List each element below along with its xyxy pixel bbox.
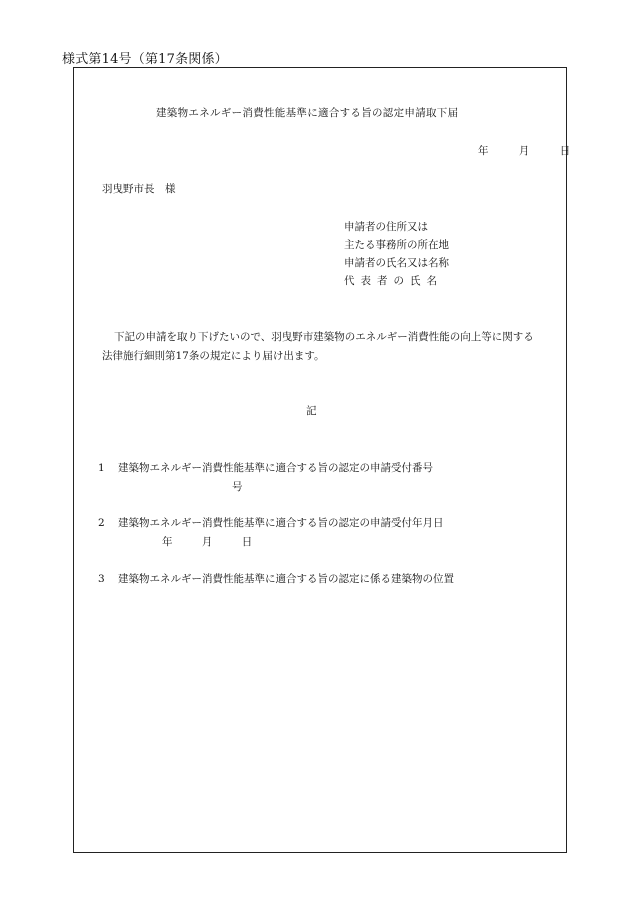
receipt-date-year: 年 bbox=[162, 536, 173, 548]
item-label: 建築物エネルギー消費性能基準に適合する旨の認定に係る建築物の位置 bbox=[118, 573, 454, 585]
item-number: 3 bbox=[98, 573, 105, 585]
receipt-date-month: 月 bbox=[201, 536, 213, 548]
receipt-date bbox=[162, 534, 252, 549]
receipt-number-suffix: 号 bbox=[232, 481, 243, 493]
item-number: 2 bbox=[98, 517, 105, 529]
document-title: 建築物エネルギー消費性能基準に適合する旨の認定申請取下届 bbox=[156, 107, 459, 119]
body-line-1: 下記の申請を取り下げたいので、羽曳野市建築物のエネルギー消費性能の向上等に関する bbox=[114, 331, 534, 343]
body-paragraph bbox=[102, 328, 557, 366]
list-item bbox=[98, 515, 444, 530]
item-number: 1 bbox=[98, 462, 105, 474]
applicant-office-label: 主たる事務所の所在地 bbox=[344, 239, 449, 251]
applicant-fields bbox=[344, 218, 449, 290]
item-label: 建築物エネルギー消費性能基準に適合する旨の認定の申請受付年月日 bbox=[118, 517, 444, 529]
list-item bbox=[98, 571, 454, 586]
item-label: 建築物エネルギー消費性能基準に適合する旨の認定の申請受付番号 bbox=[118, 462, 433, 474]
representative-name-label: 代表者の氏名 bbox=[344, 275, 443, 287]
ki-heading: 記 bbox=[306, 405, 317, 417]
date-year-label: 年 bbox=[478, 145, 489, 157]
list-item bbox=[98, 460, 433, 475]
applicant-address-label: 申請者の住所又は bbox=[344, 221, 428, 233]
applicant-name-label: 申請者の氏名又は名称 bbox=[344, 257, 449, 269]
date-month-label: 月 bbox=[518, 145, 530, 157]
submission-date bbox=[478, 143, 570, 158]
date-day-label: 日 bbox=[559, 145, 571, 157]
addressee: 羽曳野市長 様 bbox=[102, 183, 176, 195]
form-number-label: 様式第14号（第17条関係） bbox=[62, 52, 228, 67]
body-line-2: 法律施行細則第17条の規定により届け出ます。 bbox=[102, 350, 325, 362]
receipt-date-day: 日 bbox=[241, 536, 253, 548]
